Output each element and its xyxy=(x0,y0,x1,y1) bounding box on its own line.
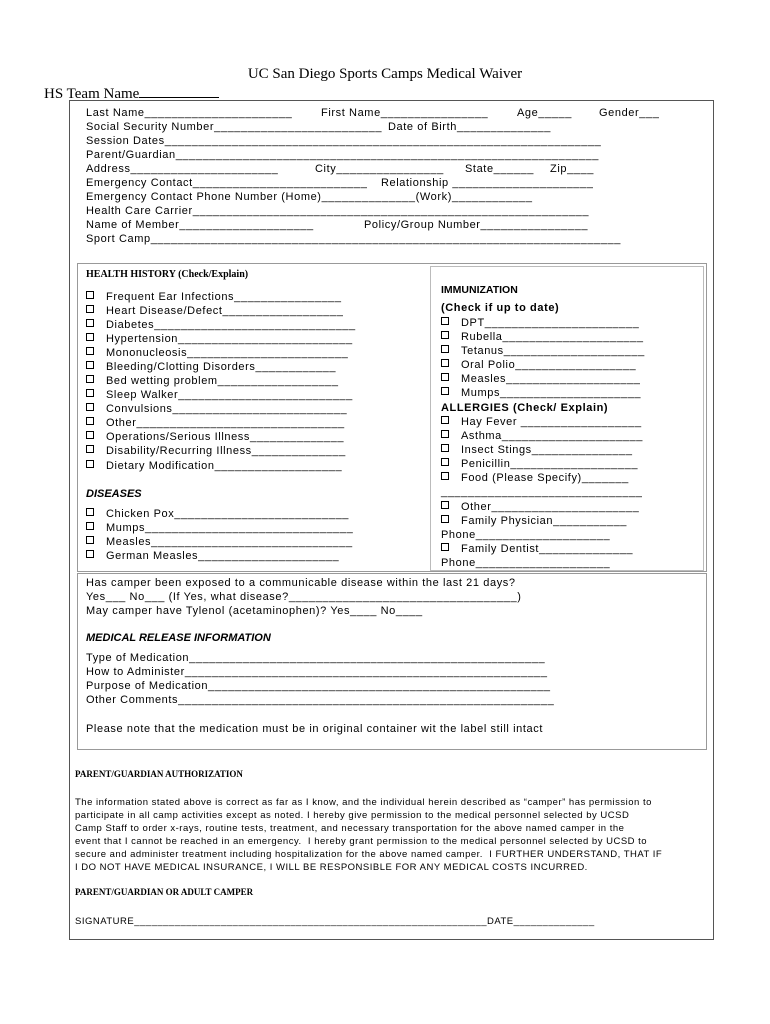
health-item[interactable] xyxy=(86,402,347,416)
sport-camp-field[interactable]: Sport Camp______________________________________________________________________ xyxy=(86,233,621,245)
authorization-line: participate in all camp activities except as noted. I hereby give permission to the medical personnel selected by UCSD xyxy=(75,810,630,821)
health-item[interactable] xyxy=(86,290,342,304)
age-field[interactable]: Age_____ xyxy=(517,107,572,119)
authorization-line: Camp Staff to order x-rays, routine tests, treatment, and necessary transportation for the above named camper in the xyxy=(75,823,625,834)
allergy-item[interactable] xyxy=(441,415,642,429)
family-dentist-label: Family Dentist______________ xyxy=(461,543,634,555)
diseases-title: DISEASES xyxy=(86,488,142,500)
signature-date-field[interactable]: SIGNATURE_____________________________________________________________DATE______________ xyxy=(75,916,595,927)
checkbox[interactable] xyxy=(441,331,449,339)
allergy-item[interactable] xyxy=(441,457,638,471)
disease-item[interactable] xyxy=(86,507,349,521)
disease-item-label: German Measles_____________________ xyxy=(106,550,340,562)
medication-note: Please note that the medication must be in original container wit the label still intact xyxy=(86,723,543,735)
form-title: UC San Diego Sports Camps Medical Waiver xyxy=(247,66,523,82)
authorization-title: PARENT/GUARDIAN AUTHORIZATION xyxy=(75,769,243,779)
health-item[interactable] xyxy=(86,318,356,332)
checkbox[interactable] xyxy=(86,375,94,383)
authorization-line: I DO NOT HAVE MEDICAL INSURANCE, I WILL BE RESPONSIBLE FOR ANY MEDICAL COSTS INCURRED. xyxy=(75,862,588,873)
first-name-field[interactable]: First Name________________ xyxy=(321,107,489,119)
family-physician-label: Family Physician___________ xyxy=(461,515,628,527)
checkbox[interactable] xyxy=(86,445,94,453)
checkbox[interactable] xyxy=(86,389,94,397)
emergency-contact-field[interactable]: Emergency Contact__________________________ xyxy=(86,177,368,189)
health-item-label: Heart Disease/Defect__________________ xyxy=(106,305,344,317)
health-item-label: Other_______________________________ xyxy=(106,417,345,429)
health-item-label: Mononucleosis________________________ xyxy=(106,347,349,359)
family-physician[interactable] xyxy=(441,514,627,528)
policy-number-field[interactable]: Policy/Group Number________________ xyxy=(364,219,589,231)
disease-item[interactable] xyxy=(86,549,339,563)
allergy-item-label: Penicillin___________________ xyxy=(461,458,639,470)
immunization-item-label: Mumps_____________________ xyxy=(461,387,642,399)
checkbox[interactable] xyxy=(86,305,94,313)
health-item-label: Sleep Walker__________________________ xyxy=(106,389,353,401)
allergy-item[interactable] xyxy=(441,443,633,457)
parent-guardian-field[interactable]: Parent/Guardian_______________________________________________________________ xyxy=(86,149,599,161)
health-item-label: Diabetes______________________________ xyxy=(106,319,356,331)
checkbox[interactable] xyxy=(441,373,449,381)
medication-purpose-field[interactable]: Purpose of Medication___________________________________________________ xyxy=(86,680,551,692)
medication-type-field[interactable]: Type of Medication_____________________________________________________ xyxy=(86,652,546,664)
emergency-phone-field[interactable]: Emergency Contact Phone Number (Home)______________(Work)____________ xyxy=(86,191,533,203)
checkbox[interactable] xyxy=(441,515,449,523)
allergy-item-label: Hay Fever __________________ xyxy=(461,416,642,428)
checkbox[interactable] xyxy=(86,417,94,425)
member-name-field[interactable]: Name of Member____________________ xyxy=(86,219,314,231)
zip-field[interactable]: Zip____ xyxy=(550,163,594,175)
immunization-item-label: DPT_______________________ xyxy=(461,317,640,329)
health-item[interactable] xyxy=(86,304,343,318)
gender-field[interactable]: Gender___ xyxy=(599,107,660,119)
checkbox[interactable] xyxy=(441,444,449,452)
health-item-label: Convulsions__________________________ xyxy=(106,403,348,415)
team-name-line[interactable] xyxy=(139,84,219,98)
authorization-line: secure and administer treatment including hospitalization for the above named camper. I FURTHER UNDERSTAND, THAT IF xyxy=(75,849,663,860)
health-item[interactable] xyxy=(86,416,345,430)
immunization-item[interactable] xyxy=(441,344,645,358)
immunization-item[interactable] xyxy=(441,372,641,386)
immunization-item-label: Tetanus_____________________ xyxy=(461,345,645,357)
physician-phone-field[interactable]: Phone____________________ xyxy=(441,529,611,541)
health-item-label: Disability/Recurring Illness______________ xyxy=(106,445,346,457)
checkbox[interactable] xyxy=(441,416,449,424)
session-dates-field[interactable]: Session Dates_________________________________________________________________ xyxy=(86,135,602,147)
health-item[interactable] xyxy=(86,388,353,402)
checkbox[interactable] xyxy=(441,501,449,509)
disease-item-label: Chicken Pox__________________________ xyxy=(106,508,350,520)
checkbox[interactable] xyxy=(86,550,94,558)
immunization-subtitle: (Check if up to date) xyxy=(441,302,560,314)
allergy-other[interactable] xyxy=(441,500,639,514)
checkbox[interactable] xyxy=(86,403,94,411)
checkbox[interactable] xyxy=(441,472,449,480)
immunization-item-label: Rubella_____________________ xyxy=(461,331,644,343)
checkbox[interactable] xyxy=(86,333,94,341)
allergy-specify-line[interactable]: ______________________________ xyxy=(441,486,643,498)
health-item[interactable] xyxy=(86,430,344,444)
checkbox[interactable] xyxy=(441,430,449,438)
health-item-label: Frequent Ear Infections________________ xyxy=(106,291,342,303)
state-field[interactable]: State______ xyxy=(465,163,534,175)
health-item[interactable] xyxy=(86,346,348,360)
immunization-item-label: Oral Polio__________________ xyxy=(461,359,637,371)
immunization-item[interactable] xyxy=(441,358,636,372)
tylenol-question[interactable]: May camper have Tylenol (acetaminophen)? Yes____ No____ xyxy=(86,605,423,617)
health-item-label: Operations/Serious Illness______________ xyxy=(106,431,345,443)
checkbox[interactable] xyxy=(86,460,94,468)
health-item-label: Dietary Modification___________________ xyxy=(106,460,343,472)
checkbox[interactable] xyxy=(86,319,94,327)
allergy-item[interactable] xyxy=(441,429,643,443)
allergy-item[interactable] xyxy=(441,471,629,485)
medication-administer-field[interactable]: How to Administer______________________________________________________ xyxy=(86,666,548,678)
health-item[interactable] xyxy=(86,332,353,346)
signer-title: PARENT/GUARDIAN OR ADULT CAMPER xyxy=(75,887,254,897)
last-name-field[interactable]: Last Name______________________ xyxy=(86,107,293,119)
checkbox[interactable] xyxy=(86,536,94,544)
city-field[interactable]: City________________ xyxy=(315,163,444,175)
health-item-label: Bed wetting problem__________________ xyxy=(106,375,339,387)
allergy-other-label: Other______________________ xyxy=(461,501,640,513)
immunization-item[interactable] xyxy=(441,316,639,330)
team-name-label: HS Team Name xyxy=(44,86,140,102)
health-item[interactable] xyxy=(86,374,339,388)
checkbox[interactable] xyxy=(86,291,94,299)
allergy-item-label: Food (Please Specify)_______ xyxy=(461,472,629,484)
immunization-item-label: Measles____________________ xyxy=(461,373,641,385)
health-item-label: Bleeding/Clotting Disorders____________ xyxy=(106,361,337,373)
health-item[interactable] xyxy=(86,444,346,458)
checkbox[interactable] xyxy=(86,522,94,530)
ssn-field[interactable]: Social Security Number_________________________ xyxy=(86,121,383,133)
checkbox[interactable] xyxy=(86,347,94,355)
health-item-label: Hypertension__________________________ xyxy=(106,333,353,345)
immunization-item[interactable] xyxy=(441,330,644,344)
allergies-title: ALLERGIES (Check/ Explain) xyxy=(441,402,609,414)
immunization-title: IMMUNIZATION xyxy=(441,284,518,296)
dentist-phone-field[interactable]: Phone____________________ xyxy=(441,557,611,569)
dob-field[interactable]: Date of Birth______________ xyxy=(388,121,551,133)
family-dentist[interactable] xyxy=(441,542,633,556)
disease-item[interactable] xyxy=(86,535,353,549)
exposure-answer-field[interactable]: Yes___ No___ (If Yes, what disease?__________________________________) xyxy=(86,591,522,603)
checkbox[interactable] xyxy=(441,543,449,551)
checkbox[interactable] xyxy=(86,508,94,516)
health-item[interactable] xyxy=(86,459,342,473)
health-history-title: HEALTH HISTORY (Check/Explain) xyxy=(86,269,249,280)
checkbox[interactable] xyxy=(441,387,449,395)
exposure-question: Has camper been exposed to a communicable disease within the last 21 days? xyxy=(86,577,516,589)
authorization-line: The information stated above is correct as far as I know, and the individual herein described as “camper” has permission to xyxy=(75,797,652,808)
checkbox[interactable] xyxy=(441,359,449,367)
allergy-item-label: Insect Stings_______________ xyxy=(461,444,633,456)
relationship-field[interactable]: Relationship _____________________ xyxy=(381,177,594,189)
authorization-line: event that I cannot be reached in an emergency. I hereby grant permission to the medical personnel selected by UCSD to xyxy=(75,836,648,847)
address-field[interactable]: Address______________________ xyxy=(86,163,279,175)
disease-item-label: Measles______________________________ xyxy=(106,536,353,548)
checkbox[interactable] xyxy=(441,458,449,466)
health-item[interactable] xyxy=(86,360,336,374)
health-carrier-field[interactable]: Health Care Carrier___________________________________________________________ xyxy=(86,205,590,217)
checkbox[interactable] xyxy=(86,431,94,439)
allergy-item-label: Asthma_____________________ xyxy=(461,430,643,442)
immunization-item[interactable] xyxy=(441,386,641,400)
checkbox[interactable] xyxy=(441,345,449,353)
medical-release-title: MEDICAL RELEASE INFORMATION xyxy=(86,632,271,644)
disease-item[interactable] xyxy=(86,521,353,535)
other-comments-field[interactable]: Other Comments________________________________________________________ xyxy=(86,694,555,706)
checkbox[interactable] xyxy=(441,317,449,325)
checkbox[interactable] xyxy=(86,361,94,369)
disease-item-label: Mumps_______________________________ xyxy=(106,522,354,534)
